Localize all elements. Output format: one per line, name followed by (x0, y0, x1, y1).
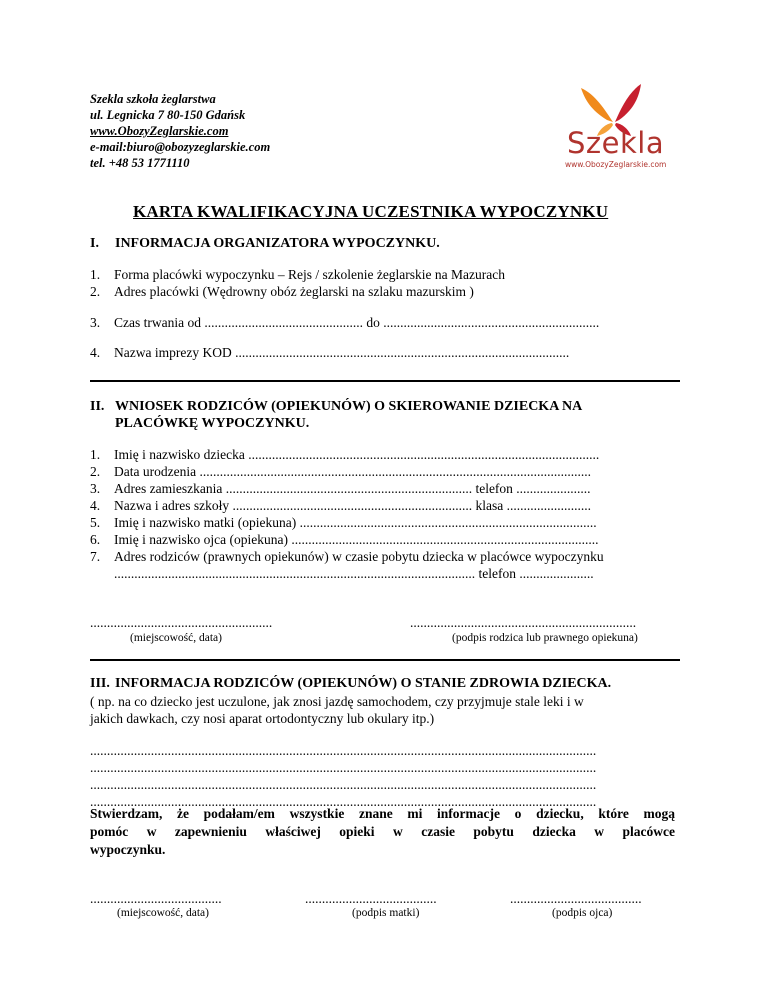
section-2-heading-line2: PLACÓWKĘ WYPOCZYNKU. (115, 416, 310, 431)
logo-wordmark: Szekla (567, 126, 665, 160)
place-date-caption: (miejscowość, data) (130, 632, 222, 644)
header-address: ul. Legnicka 7 80-150 Gdańsk (90, 108, 246, 122)
header-email: e-mail:biuro@obozyzeglarskie.com (90, 140, 271, 154)
father-name-field[interactable]: 6. Imię i nazwisko ojca (opiekuna) ........................................................................................... (90, 532, 599, 547)
birth-date-field[interactable]: 2. Data urodzenia .................................................................................................................... (90, 464, 591, 479)
statement-line3: wypoczynku. (90, 842, 166, 857)
section-3-number: III. (90, 676, 110, 691)
section-divider (90, 659, 680, 661)
header-website-link[interactable]: www.ObozyZeglarskie.com (90, 124, 229, 138)
place-date-signature-line[interactable]: ....................................... (90, 891, 222, 906)
father-signature-line[interactable]: ....................................... (510, 891, 642, 906)
health-info-line[interactable]: ...................................................................................................................................................... (90, 794, 597, 809)
health-note-line1: ( np. na co dziecko jest uczulone, jak znosi jazdę samochodem, czy przyjmuje stale leki i w (90, 694, 584, 709)
statement-line2: pomóc w zapewnieniu właściwej opieki w czasie pobytu dziecka w placówce (90, 824, 675, 839)
document-title: KARTA KWALIFIKACYJNA UCZESTNIKA WYPOCZYNKU (133, 202, 609, 221)
place-date-caption: (miejscowość, data) (117, 907, 209, 919)
father-signature-caption: (podpis ojca) (552, 907, 613, 919)
mother-signature-caption: (podpis matki) (352, 907, 420, 919)
parent-signature-line[interactable]: ................................................................... (410, 615, 637, 630)
section-2-number: II. (90, 399, 105, 414)
child-name-field[interactable]: 1. Imię i nazwisko dziecka ........................................................................................................ (90, 447, 600, 462)
health-note-line2: jakich dawkach, czy nosi aparat ortodontyczny lub okulary itp.) (90, 711, 435, 726)
section-3-heading: INFORMACJA RODZICÓW (OPIEKUNÓW) O STANIE ZDROWIA DZIECKA. (115, 676, 612, 691)
address-phone-field[interactable]: 3. Adres zamieszkania ......................................................................... telefon ...................... (90, 481, 591, 496)
header-school-name: Szekla szkoła żeglarstwa (90, 92, 216, 106)
section-2-heading-line1: WNIOSEK RODZICÓW (OPIEKUNÓW) O SKIEROWANIE DZIECKA NA (115, 399, 583, 414)
health-info-line[interactable]: ...................................................................................................................................................... (90, 777, 597, 792)
health-info-line[interactable]: ...................................................................................................................................................... (90, 743, 597, 758)
statement-line1: Stwierdzam, że podałam/em wszystkie znane mi informacje o dziecku, które mogą (90, 806, 675, 821)
mother-name-field[interactable]: 5. Imię i nazwisko matki (opiekuna) ........................................................................................ (90, 515, 597, 530)
parent-signature-caption: (podpis rodzica lub prawnego opiekuna) (452, 632, 638, 644)
section-1-heading: INFORMACJA ORGANIZATORA WYPOCZYNKU. (115, 236, 440, 251)
school-class-field[interactable]: 4. Nazwa i adres szkoły ....................................................................... klasa ......................... (90, 498, 591, 513)
list-item: 2. Adres placówki (Wędrowny obóz żeglarski na szlaku mazurskim ) (90, 284, 474, 299)
health-info-line[interactable]: ...................................................................................................................................................... (90, 760, 597, 775)
logo-url: www.ObozyZeglarskie.com (565, 160, 667, 169)
list-item: 1. Forma placówki wypoczynku – Rejs / szkolenie żeglarskie na Mazurach (90, 267, 505, 282)
parents-address-phone-field[interactable]: ........................................................................................................... telefon ...................... (114, 566, 594, 581)
parents-address-field[interactable]: 7. Adres rodziców (prawnych opiekunów) w czasie pobytu dziecka w placówce wypoczynku (90, 549, 604, 564)
szekla-logo (555, 80, 675, 170)
mother-signature-line[interactable]: ....................................... (305, 891, 437, 906)
section-divider (90, 380, 680, 382)
event-code-field[interactable]: 4. Nazwa imprezy KOD ................................................................................................... (90, 345, 570, 360)
place-date-signature-line[interactable]: ...................................................... (90, 615, 273, 630)
section-1-number: I. (90, 236, 99, 251)
duration-field[interactable]: 3. Czas trwania od ............................................... do ................................................................ (90, 315, 600, 330)
header-phone: tel. +48 53 1771110 (90, 156, 190, 170)
